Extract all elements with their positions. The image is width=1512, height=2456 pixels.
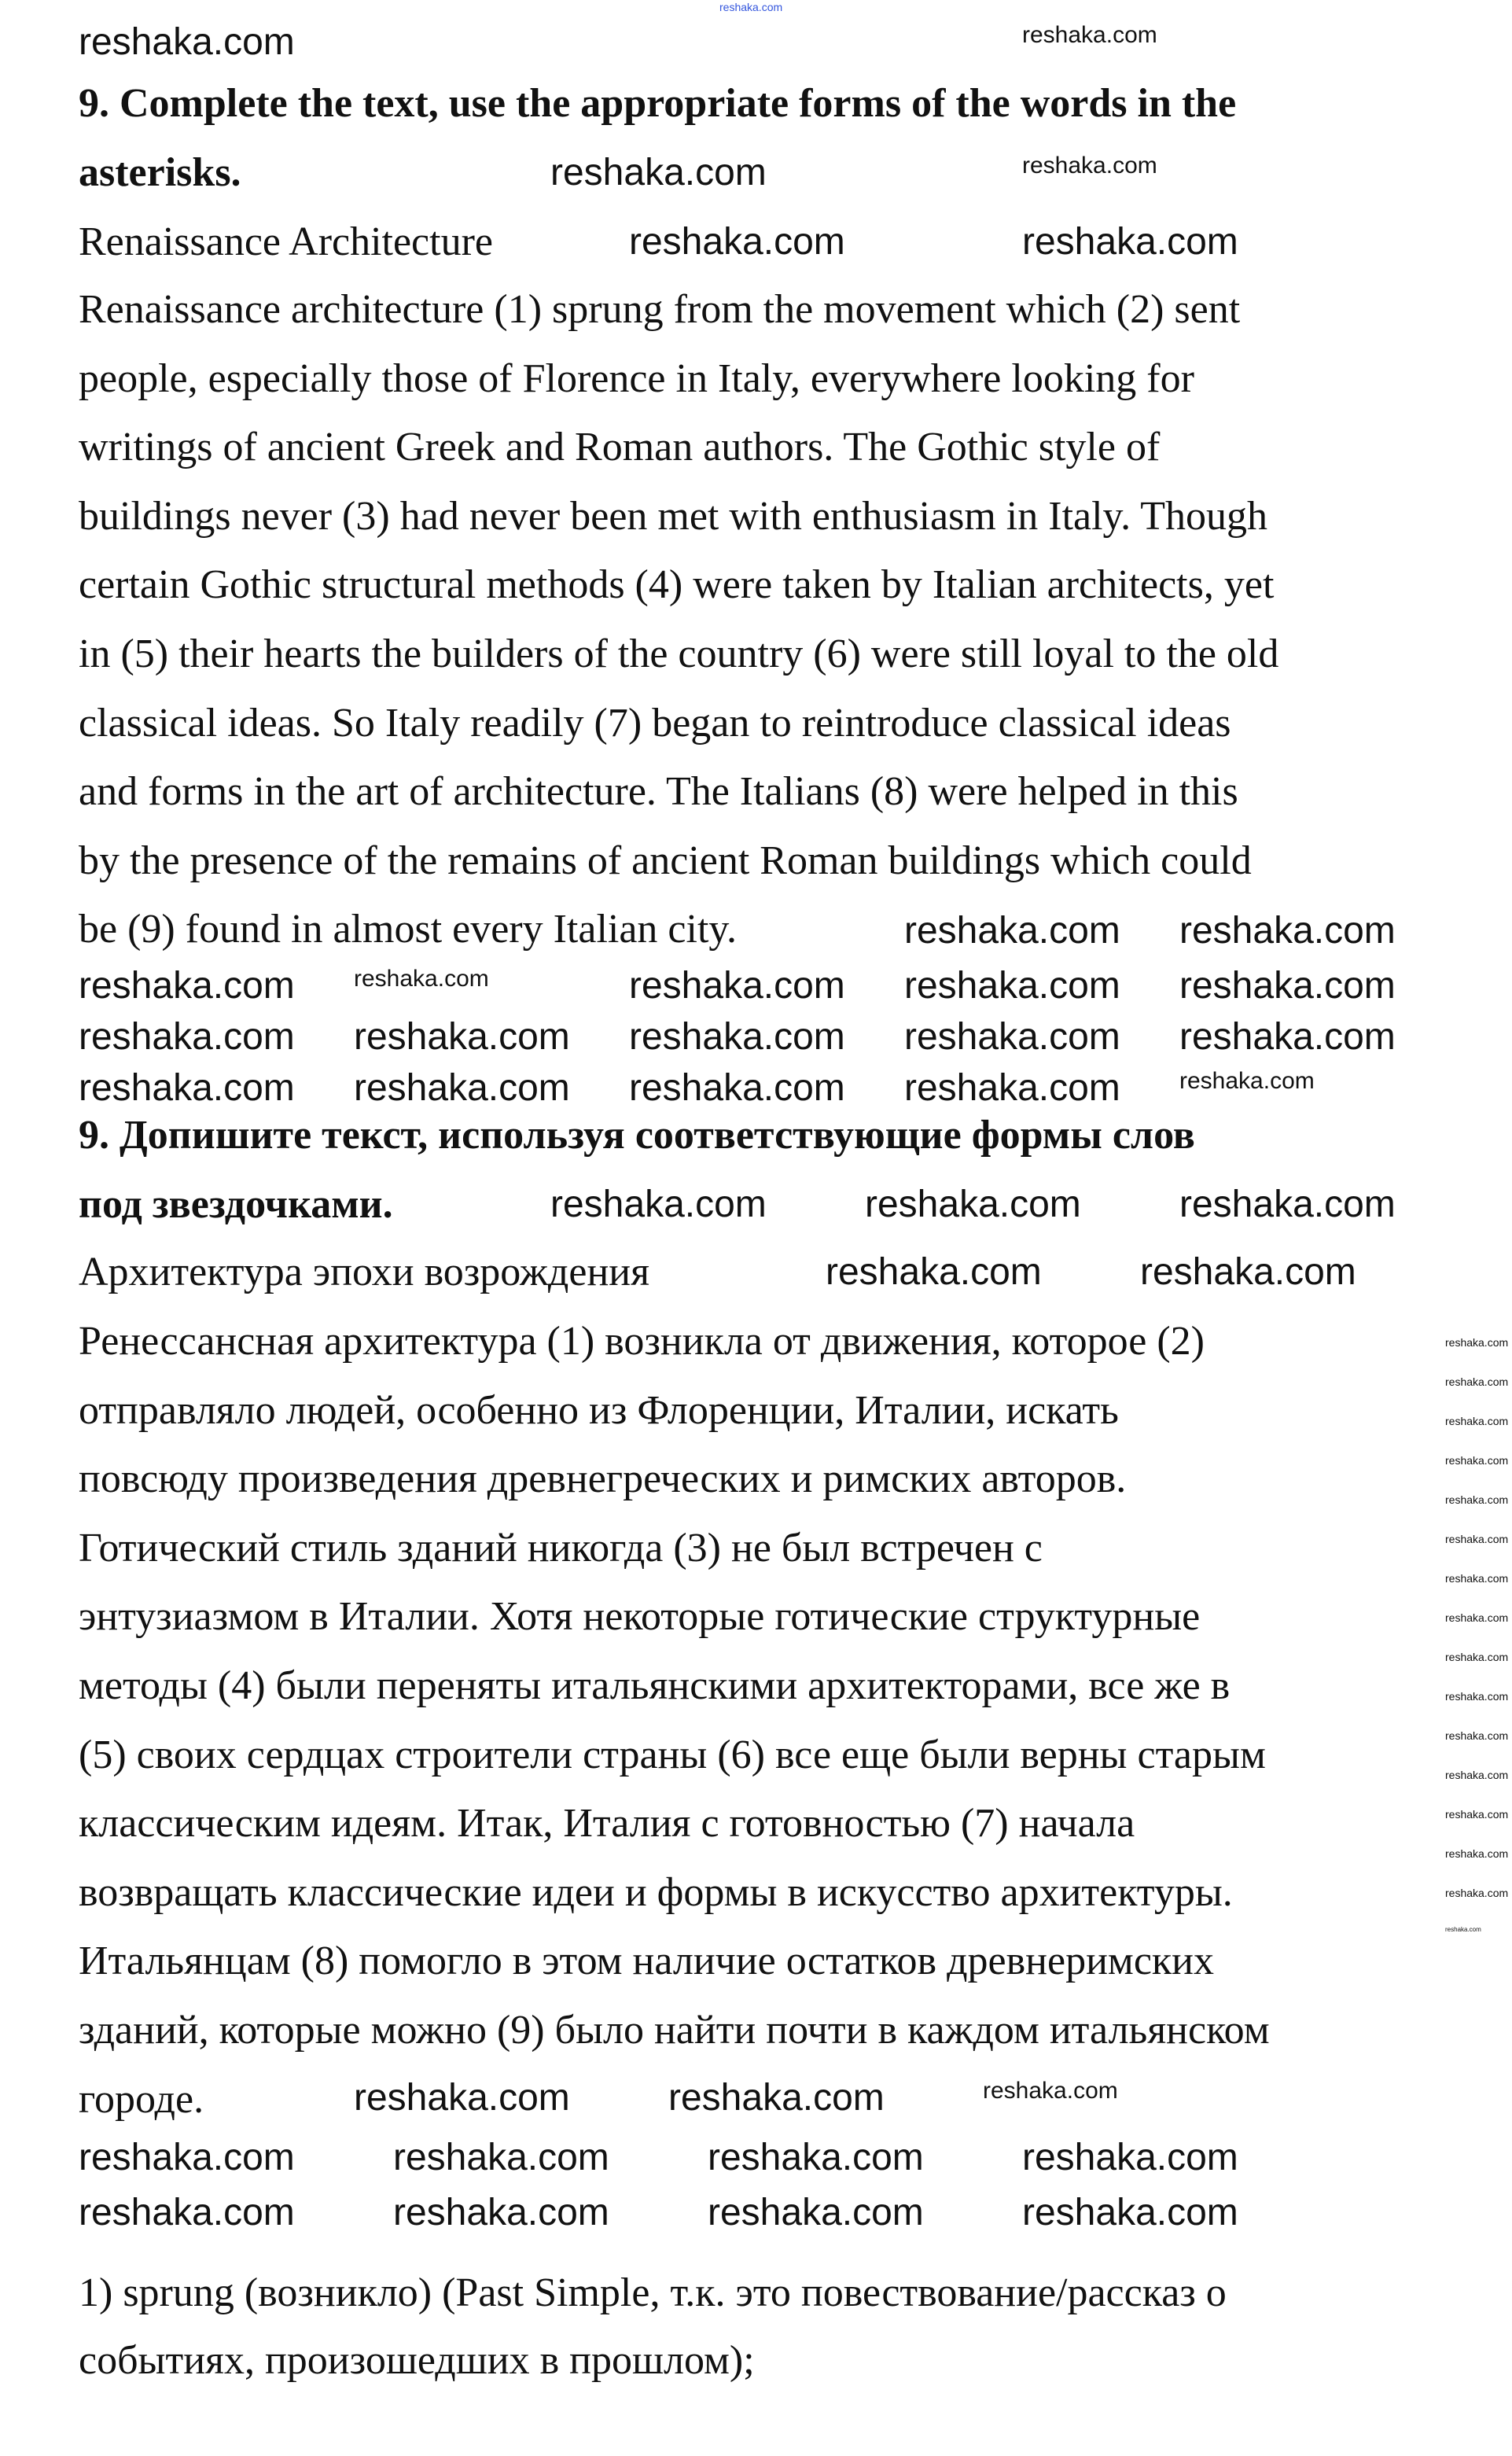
watermark: reshaka.com <box>983 2078 1118 2104</box>
exercise-title-ru: 9. Допишите текст, используя соответствующие формы слов <box>79 1113 1195 1158</box>
watermark: reshaka.com <box>354 1016 570 1058</box>
text-line-ru: Готический стиль зданий никогда (3) не был встречен с <box>79 1525 1043 1570</box>
text-line-ru: отправляло людей, особенно из Флоренции, Италии, искать <box>79 1387 1119 1433</box>
text-line-ru: городе. <box>79 2076 204 2122</box>
watermark: reshaka.com <box>1445 1611 1509 1624</box>
watermark: reshaka.com <box>79 2192 295 2233</box>
watermark: reshaka.com <box>1179 1016 1396 1058</box>
exercise-title-ru: под звездочками. <box>79 1182 393 1227</box>
header-watermark: reshaka.com <box>719 1 783 13</box>
watermark: reshaka.com <box>1445 1493 1509 1506</box>
text-line: people, especially those of Florence in Italy, everywhere looking for <box>79 355 1194 401</box>
watermark: reshaka.com <box>550 152 767 193</box>
watermark: reshaka.com <box>354 966 489 992</box>
watermark: reshaka.com <box>1445 1690 1509 1703</box>
text-line-ru: Итальянцам (8) помогло в этом наличие остатков древнеримских <box>79 1939 1214 1984</box>
watermark: reshaka.com <box>79 1016 295 1058</box>
answer-line: 1) sprung (возникло) (Past Simple, т.к. это повествование/рассказ о <box>79 2270 1227 2315</box>
watermark: reshaka.com <box>1445 1375 1509 1388</box>
text-line: classical ideas. So Italy readily (7) began to reintroduce classical ideas <box>79 700 1231 746</box>
watermark: reshaka.com <box>629 1016 845 1058</box>
watermark: reshaka.com <box>1445 1651 1509 1663</box>
watermark: reshaka.com <box>1179 965 1396 1007</box>
watermark: reshaka.com <box>826 1251 1042 1293</box>
text-line-ru: возвращать классические идеи и формы в искусство архитектуры. <box>79 1869 1233 1915</box>
text-line-ru: Ренессансная архитектура (1) возникла от движения, которое (2) <box>79 1319 1205 1364</box>
watermark: reshaka.com <box>1140 1251 1356 1293</box>
watermark: reshaka.com <box>1445 1926 1481 1933</box>
text-line-ru: повсюду произведения древнегреческих и римских авторов. <box>79 1456 1127 1502</box>
text-line-ru: зданий, которые можно (9) было найти почти в каждом итальянском <box>79 2008 1270 2053</box>
exercise-title: 9. Complete the text, use the appropriate forms of the words in the <box>79 81 1237 126</box>
watermark: reshaka.com <box>1022 221 1238 263</box>
watermark: reshaka.com <box>629 965 845 1007</box>
text-line: buildings never (3) had never been met with enthusiasm in Italy. Though <box>79 493 1267 539</box>
watermark: reshaka.com <box>629 1067 845 1109</box>
watermark: reshaka.com <box>904 910 1120 952</box>
watermark: reshaka.com <box>1445 1887 1509 1899</box>
text-heading-ru: Архитектура эпохи возрождения <box>79 1250 650 1294</box>
watermark: reshaka.com <box>1022 153 1157 179</box>
watermark: reshaka.com <box>79 1067 295 1109</box>
text-line-ru: методы (4) были переняты итальянскими архитекторами, все же в <box>79 1663 1231 1708</box>
watermark: reshaka.com <box>1445 1454 1509 1467</box>
watermark: reshaka.com <box>79 965 295 1007</box>
watermark: reshaka.com <box>1445 1729 1509 1742</box>
watermark: reshaka.com <box>354 2077 570 2119</box>
text-line: and forms in the art of architecture. The Italians (8) were helped in this <box>79 769 1238 815</box>
watermark: reshaka.com <box>1179 1184 1396 1225</box>
watermark: reshaka.com <box>904 1067 1120 1109</box>
watermark: reshaka.com <box>1445 1847 1509 1860</box>
watermark: reshaka.com <box>708 2137 924 2178</box>
watermark: reshaka.com <box>1445 1336 1509 1349</box>
watermark: reshaka.com <box>629 221 845 263</box>
watermark: reshaka.com <box>904 1016 1120 1058</box>
watermark: reshaka.com <box>1445 1572 1509 1585</box>
watermark: reshaka.com <box>904 965 1120 1007</box>
watermark: reshaka.com <box>1022 22 1157 48</box>
watermark: reshaka.com <box>1445 1415 1509 1427</box>
watermark: reshaka.com <box>1445 1808 1509 1821</box>
watermark: reshaka.com <box>1179 910 1396 952</box>
watermark: reshaka.com <box>668 2077 885 2119</box>
text-line: Renaissance architecture (1) sprung from the movement which (2) sent <box>79 287 1241 332</box>
watermark: reshaka.com <box>708 2192 924 2233</box>
watermark: reshaka.com <box>79 21 295 63</box>
watermark: reshaka.com <box>1179 1068 1315 1094</box>
watermark: reshaka.com <box>1022 2192 1238 2233</box>
watermark: reshaka.com <box>1445 1533 1509 1545</box>
text-heading: Renaissance Architecture <box>79 219 493 264</box>
watermark: reshaka.com <box>865 1184 1081 1225</box>
answer-line: событиях, произошедших в прошлом); <box>79 2338 755 2383</box>
text-line-ru: (5) своих сердцах строители страны (6) все еще были верны старым <box>79 1732 1266 1777</box>
text-line-ru: классическим идеям. Итак, Италия с готовностью (7) начала <box>79 1801 1135 1847</box>
exercise-title: asterisks. <box>79 150 241 195</box>
watermark: reshaka.com <box>550 1184 767 1225</box>
text-line: in (5) their hearts the builders of the country (6) were still loyal to the old <box>79 631 1279 676</box>
watermark: reshaka.com <box>1445 1769 1509 1781</box>
watermark: reshaka.com <box>354 1067 570 1109</box>
watermark: reshaka.com <box>1022 2137 1238 2178</box>
text-line: writings of ancient Greek and Roman authors. The Gothic style of <box>79 425 1161 470</box>
text-line-ru: энтузиазмом в Италии. Хотя некоторые готические структурные <box>79 1594 1201 1640</box>
text-line: be (9) found in almost every Italian city. <box>79 907 738 952</box>
watermark: reshaka.com <box>393 2192 609 2233</box>
text-line: by the presence of the remains of ancient Roman buildings which could <box>79 838 1252 883</box>
text-line: certain Gothic structural methods (4) were taken by Italian architects, yet <box>79 562 1275 608</box>
watermark: reshaka.com <box>393 2137 609 2178</box>
watermark: reshaka.com <box>79 2137 295 2178</box>
